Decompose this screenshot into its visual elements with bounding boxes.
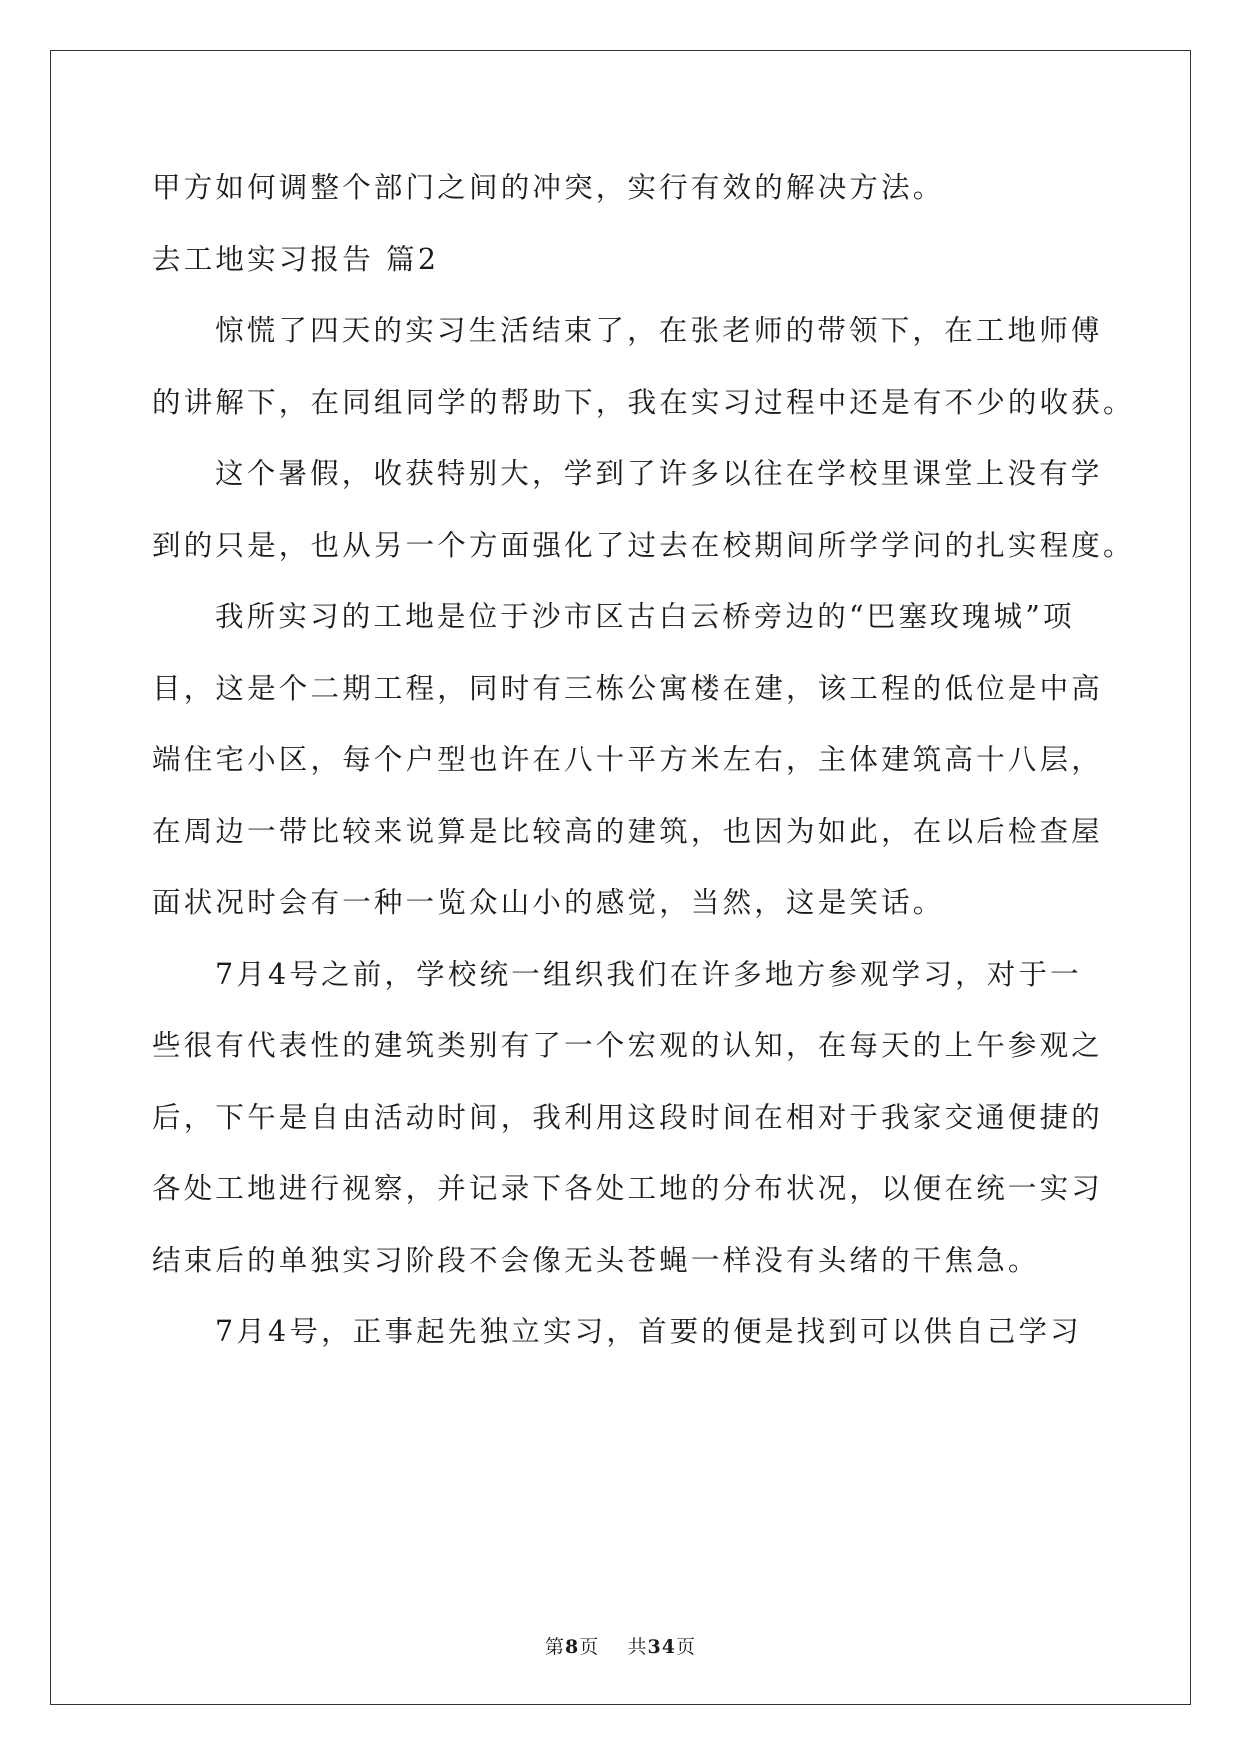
paragraph-line: 我所实习的工地是位于沙市区古白云桥旁边的“巴塞玫瑰城”项	[215, 600, 1075, 633]
paragraph-line: 结束后的单独实习阶段不会像无头苍蝇一样没有头绪的干焦急。	[152, 1243, 1040, 1277]
paragraph-line: 到的只是，也从另一个方面强化了过去在校期间所学学问的扎实程度。	[152, 528, 1135, 562]
paragraph-line: 后，下午是自由活动时间，我利用这段时间在相对于我家交通便捷的	[152, 1100, 1104, 1134]
page-footer	[0, 1632, 1241, 1659]
paragraph-line: 些很有代表性的建筑类别有了一个宏观的认知，在每天的上午参观之	[152, 1029, 1104, 1062]
footer-total-prefix: 共	[627, 1636, 648, 1658]
paragraph-line: 端住宅小区，每个户型也许在八十平方米左右，主体建筑高十八层，	[152, 743, 1104, 776]
footer-prefix: 第	[545, 1636, 566, 1658]
footer-total-suffix: 页	[675, 1636, 696, 1658]
document-body	[152, 168, 1135, 1384]
paragraph-line: 各处工地进行视察，并记录下各处工地的分布状况，以便在统一实习	[152, 1172, 1104, 1205]
page-number: 8	[565, 1636, 580, 1658]
paragraph-line: 这个暑假，收获特别大，学到了许多以往在学校里课堂上没有学	[215, 457, 1103, 490]
paragraph-line: 面状况时会有一种一览众山小的感觉，当然，这是笑话。	[152, 886, 945, 919]
paragraph-line: 7月4号之前，学校统一组织我们在许多地方参观学习，对于一	[215, 957, 1082, 991]
section-heading: 去工地实习报告 篇2	[152, 242, 440, 276]
paragraph-line: 7月4号，正事起先独立实习，首要的便是找到可以供自己学习	[215, 1315, 1082, 1348]
paragraph-line: 目，这是个二期工程，同时有三栋公寓楼在建，该工程的低位是中高	[152, 671, 1104, 705]
footer-page-suffix: 页	[579, 1636, 600, 1658]
paragraph-line: 惊慌了四天的实习生活结束了，在张老师的带领下，在工地师傅	[215, 314, 1103, 347]
paragraph-line: 的讲解下，在同组同学的帮助下，我在实习过程中还是有不少的收获。	[152, 385, 1135, 419]
paragraph-line: 在周边一带比较来说算是比较高的建筑，也因为如此，在以后检查屋	[152, 814, 1104, 848]
paragraph-line: 甲方如何调整个部门之间的冲突，实行有效的解决方法。	[152, 171, 945, 204]
total-pages: 34	[647, 1636, 676, 1658]
